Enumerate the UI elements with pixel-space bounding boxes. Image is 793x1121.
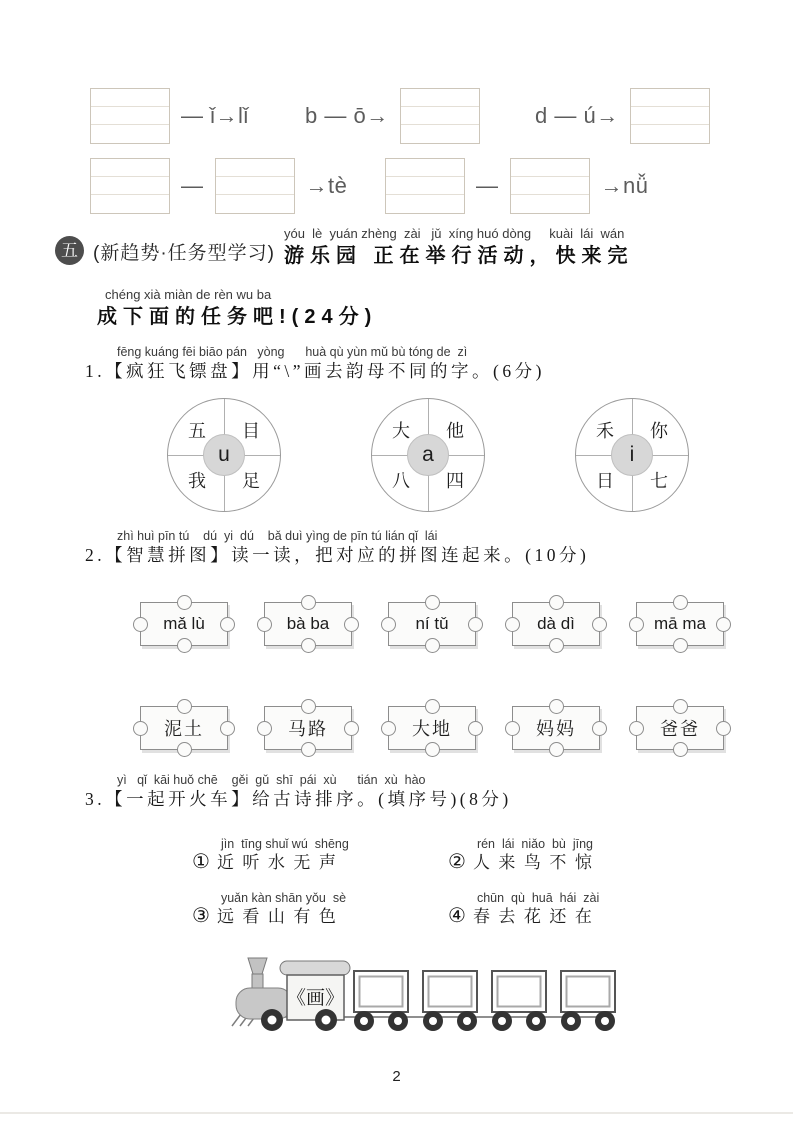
spelling-text: b — ō→: [305, 103, 389, 128]
puzzle-piece: [388, 602, 476, 646]
puzzle-knob: [344, 617, 359, 632]
train-illustration: [230, 946, 622, 1032]
spelling-text: →nǚ: [600, 173, 649, 198]
puzzle-knob: [220, 721, 235, 736]
dash: —: [181, 173, 204, 198]
puzzle-knob: [133, 617, 148, 632]
dartboard-char: 足: [242, 471, 260, 491]
dartboard-group: [167, 398, 689, 512]
puzzle-knob: [381, 617, 396, 632]
puzzle-knob: [177, 699, 192, 714]
puzzle-piece: [140, 706, 228, 750]
circled-number: ③: [192, 905, 210, 928]
dartboard-char: 禾: [596, 421, 614, 441]
spelling-text: →tè: [305, 173, 348, 198]
dartboard-char: 七: [650, 471, 668, 491]
task2-pinyin: zhì huì pīn tú dú yi dú bǎ duì yìng de pīn tú lián qǐ lái: [117, 529, 438, 543]
poem-hanzi: 人来鸟不惊: [472, 853, 601, 873]
puzzle-knob: [592, 721, 607, 736]
train-car-4: [561, 971, 615, 1031]
dartboard-a: [371, 398, 485, 512]
page-bottom-edge: [0, 1112, 793, 1114]
wheel-hub: [429, 1017, 437, 1025]
poem-hanzi: 远看山有色: [216, 907, 345, 927]
puzzle-row-pinyin: [140, 602, 724, 646]
dartboard-center-vowel: i: [611, 434, 653, 476]
puzzle-knob: [505, 617, 520, 632]
puzzle-piece-label: mǎ lù: [163, 614, 205, 633]
puzzle-knob: [673, 638, 688, 653]
task1-pinyin: fēng kuáng fēi biāo pán yòng huà qù yùn mǔ bù tóng de zì: [117, 345, 468, 359]
puzzle-piece-label: 马路: [288, 719, 328, 739]
train-car-1: [354, 971, 408, 1031]
pinyin-writing-box: [90, 158, 170, 214]
puzzle-row-hanzi: [140, 706, 724, 750]
dartboard-center-vowel: a: [407, 434, 449, 476]
wheel-hub: [601, 1017, 609, 1025]
task3-text: 3.【一起开火车】给古诗排序。(填序号)(8分): [85, 789, 512, 810]
puzzle-knob: [629, 721, 644, 736]
dash: —: [476, 173, 499, 198]
section-title-pinyin: yóu lè yuán zhèng zài jǔ xíng huó dòng kuài lái wán: [283, 226, 625, 241]
puzzle-knob: [425, 742, 440, 757]
wheel-hub: [567, 1017, 575, 1025]
puzzle-knob: [301, 638, 316, 653]
dartboard-char: 八: [392, 471, 410, 491]
dartboard-char: 我: [188, 471, 206, 491]
wheel-hub: [360, 1017, 368, 1025]
puzzle-piece-label: 爸爸: [660, 719, 700, 739]
spelling-exercise-1: [90, 88, 249, 144]
puzzle-piece: [512, 706, 600, 750]
puzzle-knob: [592, 617, 607, 632]
cab-roof: [280, 961, 350, 975]
task3-pinyin: yì qǐ kāi huǒ chē gěi gǔ shī pái xù tián xù hào: [117, 773, 426, 787]
poem-hanzi: 近听水无声: [216, 853, 345, 873]
wheel-hub: [394, 1017, 402, 1025]
task1-text: 1.【疯狂飞镖盘】用“\”画去韵母不同的字。(6分): [85, 361, 545, 382]
task2-text: 2.【智慧拼图】读一读，把对应的拼图连起来。(10分): [85, 545, 590, 566]
wheel-hub: [463, 1017, 471, 1025]
puzzle-knob: [505, 721, 520, 736]
dartboard-char: 大: [392, 421, 410, 441]
puzzle-knob: [425, 638, 440, 653]
poem-pinyin: rén lái niǎo bù jīng: [476, 837, 593, 851]
pinyin-writing-box: [400, 88, 480, 144]
puzzle-piece: [636, 706, 724, 750]
train-car-2: [423, 971, 477, 1031]
dartboard-char: 他: [446, 421, 464, 441]
puzzle-knob: [673, 742, 688, 757]
puzzle-knob: [220, 617, 235, 632]
section-header: [55, 226, 634, 270]
pinyin-writing-box: [630, 88, 710, 144]
puzzle-knob: [629, 617, 644, 632]
dartboard-char: 四: [446, 471, 464, 491]
section-title2-hanzi: 成下面的任务吧!(24分): [97, 305, 378, 328]
dartboard-center-vowel: u: [203, 434, 245, 476]
chimney-base: [252, 974, 263, 989]
puzzle-knob: [673, 595, 688, 610]
spelling-text: — ǐ→lǐ: [181, 103, 249, 128]
poem-lines: [192, 836, 600, 929]
puzzle-knob: [549, 595, 564, 610]
page-number: 2: [392, 1068, 401, 1085]
puzzle-piece: [140, 602, 228, 646]
section-title-hanzi: 游乐园 正在举行活动，快来完: [283, 244, 634, 267]
dartboard-i: [575, 398, 689, 512]
puzzle-knob: [381, 721, 396, 736]
pinyin-writing-box: [385, 158, 465, 214]
section-number-badge: 五: [55, 236, 84, 265]
puzzle-piece-label: 大地: [412, 719, 452, 739]
circled-number: ①: [192, 851, 210, 874]
puzzle-knob: [257, 721, 272, 736]
puzzle-piece-label: dà dì: [537, 614, 575, 633]
puzzle-piece-label: mā ma: [654, 614, 706, 633]
section-title2-pinyin: chéng xià miàn de rèn wu ba: [105, 287, 272, 302]
poem-line-4: [448, 890, 600, 929]
spelling-exercise-5: [385, 158, 648, 214]
wheel-hub: [322, 1016, 331, 1025]
spelling-text: d — ú→: [535, 103, 619, 128]
poem-pinyin: jìn tīng shuǐ wú shēng: [220, 837, 349, 851]
dartboard-char: 五: [188, 421, 206, 441]
poem-line-1: [192, 836, 448, 875]
puzzle-knob: [468, 617, 483, 632]
puzzle-knob: [549, 699, 564, 714]
puzzle-piece: [388, 706, 476, 750]
poem-line-3: [192, 890, 448, 929]
puzzle-piece-label: ní tǔ: [415, 614, 449, 633]
spelling-exercise-3: [535, 88, 710, 144]
puzzle-knob: [177, 742, 192, 757]
poem-pinyin: yuǎn kàn shān yǒu sè: [220, 891, 347, 906]
puzzle-knob: [673, 699, 688, 714]
puzzle-knob: [468, 721, 483, 736]
puzzle-knob: [301, 595, 316, 610]
dartboard-u: [167, 398, 281, 512]
circled-number: ②: [448, 851, 466, 874]
puzzle-knob: [133, 721, 148, 736]
puzzle-knob: [177, 638, 192, 653]
section-title-line2: [97, 287, 377, 331]
puzzle-knob: [425, 595, 440, 610]
puzzle-knob: [716, 721, 731, 736]
puzzle-knob: [425, 699, 440, 714]
task1-header: [85, 344, 545, 384]
puzzle-piece: [512, 602, 600, 646]
pinyin-writing-box: [510, 158, 590, 214]
puzzle-piece: [264, 706, 352, 750]
dartboard-char: 你: [650, 421, 668, 441]
puzzle-piece: [636, 602, 724, 646]
wheel-hub: [532, 1017, 540, 1025]
puzzle-piece: [264, 602, 352, 646]
train-label: 《画》: [286, 988, 345, 1009]
poem-pinyin: chūn qù huā hái zài: [476, 891, 600, 906]
task2-header: [85, 528, 589, 568]
puzzle-piece-label: bà ba: [286, 614, 330, 633]
pinyin-writing-box: [90, 88, 170, 144]
puzzle-piece-label: 泥土: [164, 719, 204, 739]
puzzle-knob: [301, 742, 316, 757]
task3-header: [85, 772, 512, 812]
poem-line-2: [448, 836, 600, 875]
poem-hanzi: 春去花还在: [472, 907, 601, 927]
locomotive: [232, 958, 350, 1031]
puzzle-knob: [301, 699, 316, 714]
spelling-exercise-4: [90, 158, 347, 214]
spelling-exercise-2: [305, 88, 480, 144]
puzzle-knob: [716, 617, 731, 632]
wheel-hub: [268, 1016, 277, 1025]
puzzle-knob: [344, 721, 359, 736]
chimney: [248, 958, 267, 974]
pinyin-writing-box: [215, 158, 295, 214]
dartboard-char: 日: [596, 471, 614, 491]
puzzle-knob: [549, 638, 564, 653]
section-tag: (新趋势·任务型学习): [93, 242, 275, 264]
puzzle-knob: [257, 617, 272, 632]
puzzle-knob: [177, 595, 192, 610]
section-title: [284, 226, 634, 270]
train-car-3: [492, 971, 546, 1031]
circled-number: ④: [448, 905, 466, 928]
dartboard-char: 目: [242, 421, 260, 441]
puzzle-knob: [549, 742, 564, 757]
wheel-hub: [498, 1017, 506, 1025]
puzzle-piece-label: 妈妈: [536, 719, 576, 739]
